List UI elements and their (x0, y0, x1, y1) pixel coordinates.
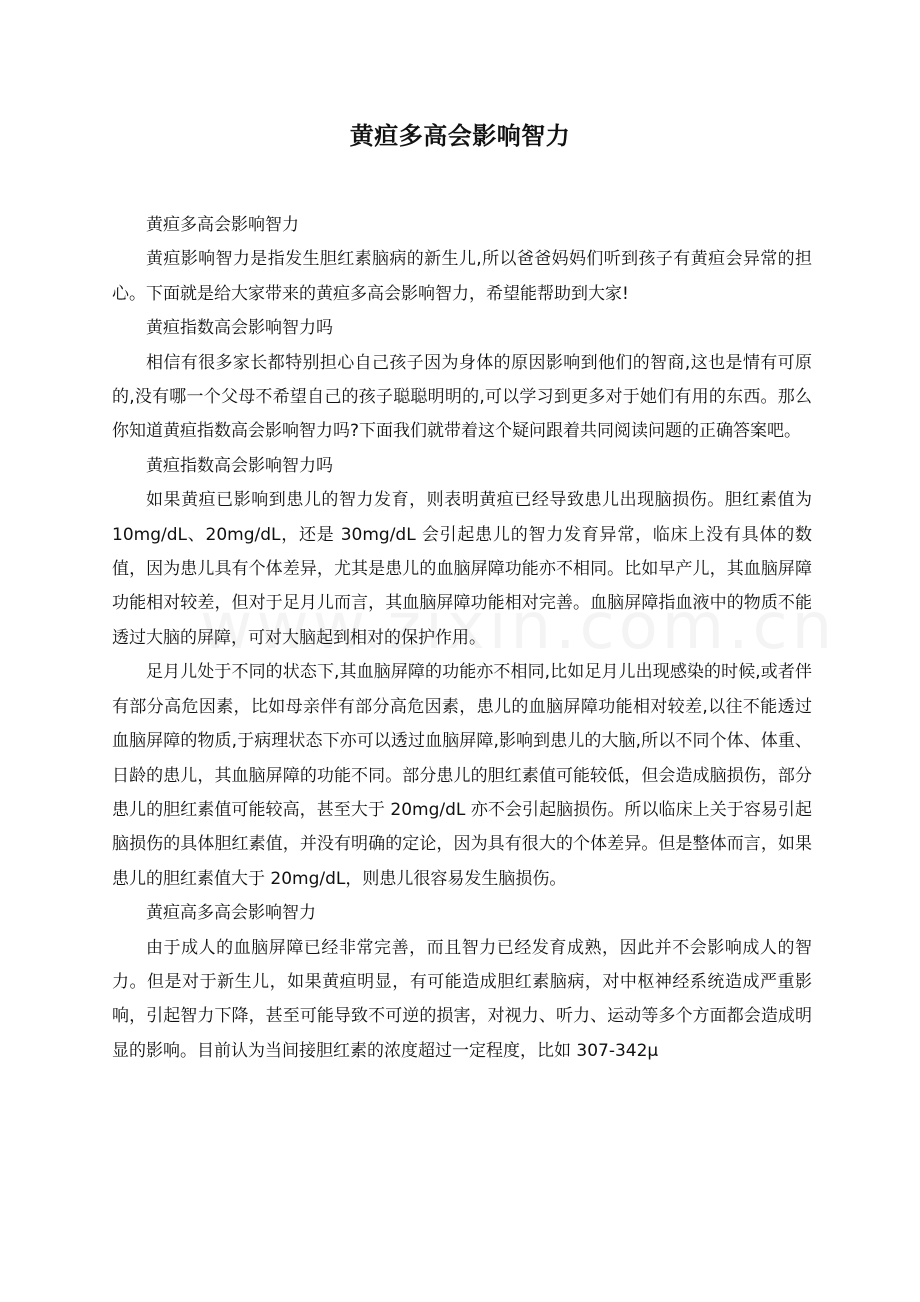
paragraph: 由于成人的血脑屏障已经非常完善，而且智力已经发育成熟，因此并不会影响成人的智力。但是对于新生儿，如果黄疸明显，有可能造成胆红素脑病，对中枢神经系统造成严重影响，引起智力下降，甚至可能导致不可逆的损害，对视力、听力、运动等多个方面都会造成明显的影响。目前认为当间接胆红素的浓度超过一定程度，比如 307-342μ (112, 937, 812, 1061)
paragraph: 足月儿处于不同的状态下,其血脑屏障的功能亦不相同,比如足月儿出现感染的时候,或者伴有部分高危因素，比如母亲伴有部分高危因素，患儿的血脑屏障功能相对较差,以往不能透过血脑屏障的物质,于病理状态下亦可以透过血脑屏障,影响到患儿的大脑,所以不同个体、体重、日龄的患儿，其血脑屏障的功能不同。部分患儿的胆红素值可能较低，但会造成脑损伤，部分患儿的胆红素值可能较高，甚至大于 20mg/dL 亦不会引起脑损伤。所以临床上关于容易引起脑损伤的具体胆红素值，并没有明确的定论，因为具有很大的个体差异。但是整体而言，如果患儿的胆红素值大于 20mg/dL，则患儿很容易发生脑损伤。 (112, 662, 812, 889)
section-heading: 黄疸多高会影响智力 (146, 215, 299, 235)
section-heading: 黄疸指数高会影响智力吗 (146, 318, 333, 339)
paragraph: 如果黄疸已影响到患儿的智力发育，则表明黄疸已经导致患儿出现脑损伤。胆红素值为 10mg/dL、20mg/dL，还是 30mg/dL 会引起患儿的智力发育异常，临床上没有具体的数值，因为患儿具有个体差异，尤其是患儿的血脑屏障功能亦不相同。比如早产儿，其血脑屏障功能相对较差，但对于足月儿而言，其血脑屏障功能相对完善。血脑屏障指血液中的物质不能透过大脑的屏障，可对大脑起到相对的保护作用。 (112, 490, 812, 648)
document-title: 黄疸多高会影响智力 (349, 122, 571, 150)
section-heading: 黄疸高多高会影响智力 (146, 903, 316, 924)
paragraph: 黄疸影响智力是指发生胆红素脑病的新生儿,所以爸爸妈妈们听到孩子有黄疸会异常的担心。下面就是给大家带来的黄疸多高会影响智力，希望能帮助到大家! (112, 249, 812, 304)
section-heading: 黄疸指数高会影响智力吗 (146, 455, 333, 476)
document-body (112, 208, 812, 1068)
paragraph: 相信有很多家长都特别担心自己孩子因为身体的原因影响到他们的智商,这也是情有可原的,没有哪一个父母不希望自己的孩子聪聪明明的,可以学习到更多对于她们有用的东西。那么你知道黄疸指数高会影响智力吗?下面我们就带着这个疑问跟着共同阅读问题的正确答案吧。 (112, 352, 812, 442)
